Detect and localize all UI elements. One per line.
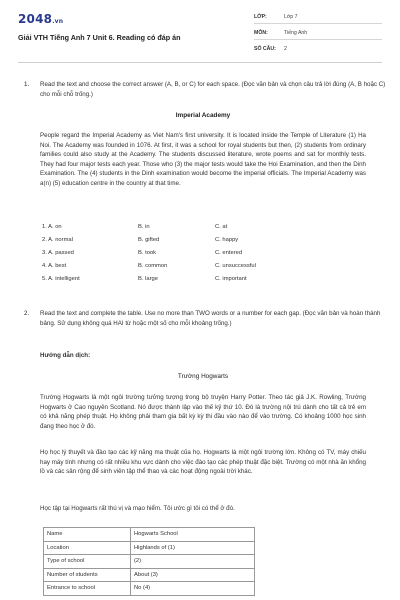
option-a: 3. A. passed xyxy=(42,250,74,256)
meta-value: Tiếng Anh xyxy=(284,30,308,36)
table-cell-label: Type of school xyxy=(44,555,131,569)
table-cell-label: Location xyxy=(44,541,131,555)
question-instruction: Read the text and choose the correct answer (A, B, or C) for each space. (Đọc văn bản và chọn câu trả lời đúng (A, B hoặc C) cho mỗi chỗ trống.) xyxy=(40,81,386,98)
option-b: B. large xyxy=(138,276,158,282)
option-a: 5. A. intelligent xyxy=(42,276,80,282)
passage-title: Imperial Academy xyxy=(175,112,231,119)
meta-divider xyxy=(254,39,382,40)
table-cell-label: Number of students xyxy=(44,568,131,582)
table-cell-value: Highlands of (1) xyxy=(131,541,255,555)
info-table xyxy=(43,527,255,596)
meta-label: SỐ CÂU: xyxy=(254,46,276,52)
header-divider xyxy=(18,62,382,63)
translation-paragraph: Họ học lý thuyết và đào tạo các kỹ năng ma thuật của họ. Hogwarts là một ngôi trường lớn. Không có TV, máy chiếu hay máy tính nhưng có rất nhiều khu vực dành cho việc đào tạo các phép thuật đặc biệt. Trường có một nhà ăn khổng lồ và các sân rộng để sinh viên tập thể thao và các hoạt động ngoài trời khác. xyxy=(40,449,366,476)
question-number: 2. xyxy=(24,310,30,317)
option-b: B. took xyxy=(138,250,157,256)
table-cell-label: Entrance to school xyxy=(44,582,131,596)
option-row xyxy=(40,250,320,262)
meta-divider xyxy=(254,23,382,24)
meta-label: LỚP: xyxy=(254,14,267,20)
option-c: C. entered xyxy=(215,250,243,256)
question-number: 1. xyxy=(24,81,30,88)
guide-label: Hướng dẫn dịch: xyxy=(40,352,91,359)
option-c: C. unsuccessful xyxy=(215,263,256,269)
option-c: C. happy xyxy=(215,237,239,243)
option-b: B. gifted xyxy=(138,237,160,243)
table-cell-value: About (3) xyxy=(131,568,255,582)
document-header xyxy=(0,0,400,62)
logo-text: 2048 xyxy=(18,12,53,26)
passage-title: Trường Hogwarts xyxy=(177,373,229,380)
translation-paragraph: Học tập tại Hogwarts rất thú vị và mạo hiểm. Tôi ước gì tôi có thể ở đó. xyxy=(40,505,235,512)
table-row xyxy=(44,528,255,542)
option-c: C. important xyxy=(215,276,247,282)
site-logo[interactable] xyxy=(18,12,63,26)
option-row xyxy=(40,224,320,236)
table-row xyxy=(44,568,255,582)
question-instruction: Read the text and complete the table. Use no more than TWO words or a number for each gap. (Đọc văn bản và hoàn thành bảng. Sử dụng không quá HAI từ hoặc một số cho mỗi khoảng trống.) xyxy=(40,310,381,327)
table-cell-label: Name xyxy=(44,528,131,542)
option-b: B. in xyxy=(138,224,150,230)
table-row xyxy=(44,555,255,569)
translation-paragraph: Trường Hogwarts là một ngôi trường tưởng tượng trong bộ truyện Harry Potter. Theo tác giả J.K. Rowling, Trường Hogwarts ở Cao nguyên Scotland. Nó được thành lập vào thế kỷ thứ 10. Đó là trường nội trú dành cho tất cả trẻ em có khả năng phép thuật. Họ không phải tham gia bất kỳ kỳ thi đầu vào nào để vào trường. Có khoảng 1000 học sinh đang theo học ở đó. xyxy=(40,394,366,430)
logo-suffix: .vn xyxy=(52,18,64,25)
option-a: 1. A. on xyxy=(42,224,62,230)
option-b: B. common xyxy=(138,263,168,269)
option-c: C. at xyxy=(215,224,228,230)
table-cell-value: No (4) xyxy=(131,582,255,596)
meta-label: MÔN: xyxy=(254,30,268,36)
table-cell-value: Hogwarts School xyxy=(131,528,255,542)
meta-value: 2 xyxy=(284,46,287,52)
option-row xyxy=(40,276,320,288)
option-a: 4. A. best xyxy=(42,263,67,269)
table-cell-value: (2) xyxy=(131,555,255,569)
option-a: 2. A. normal xyxy=(42,237,73,243)
table-row xyxy=(44,541,255,555)
table-row xyxy=(44,582,255,596)
document-title: Giải VTH Tiếng Anh 7 Unit 6. Reading có đáp án xyxy=(18,33,181,42)
passage-text: People regard the Imperial Academy as Viet Nam's first university. It is located inside the Temple of Literature (1) Ha Noi. The Academy was founded in 1076. At first, it was a school for royal students but then, (2) students from ordinary families could also study at the Academy. The students discussed literature, wrote poems and sat for monthly tests. They had four major tests each year. Those who (3) the major tests would take the Hoi Examination, and then the Dinh Examination. The (4) students in the Dinh examination would become the imperial officials. The Imperial Academy was a(n) (5) education centre in the country at that time. xyxy=(40,132,366,187)
meta-value: Lớp 7 xyxy=(284,14,298,20)
option-row xyxy=(40,263,320,275)
option-row xyxy=(40,237,320,249)
